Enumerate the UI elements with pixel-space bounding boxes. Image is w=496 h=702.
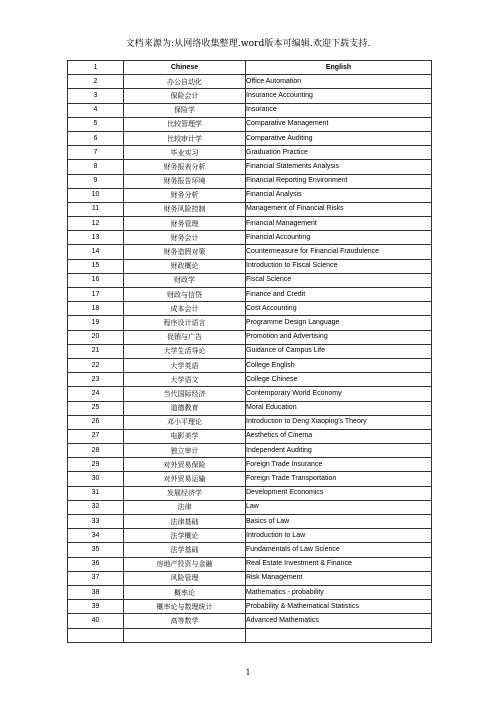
- course-chinese-name: 财务风险控制: [124, 202, 246, 216]
- course-english-name: Probability & Mathematical Statistics: [246, 600, 432, 614]
- course-english-name: Cost Accounting: [246, 302, 432, 316]
- course-table: [67, 60, 432, 643]
- table-row: [68, 585, 432, 599]
- table-row: [68, 174, 432, 188]
- row-number: 34: [68, 529, 124, 543]
- row-number: 3: [68, 89, 124, 103]
- row-number: 20: [68, 330, 124, 344]
- course-chinese-name: 当代国际经济: [124, 387, 246, 401]
- table-row: [68, 344, 432, 358]
- row-number: 5: [68, 117, 124, 131]
- table-row: [68, 75, 432, 89]
- row-number: 19: [68, 316, 124, 330]
- column-header-number: 1: [68, 61, 124, 75]
- row-number: 26: [68, 415, 124, 429]
- row-number: 16: [68, 273, 124, 287]
- table-row: [68, 614, 432, 628]
- row-number: 18: [68, 302, 124, 316]
- course-english-name: Risk Management: [246, 571, 432, 585]
- table-row: [68, 188, 432, 202]
- row-number: 32: [68, 500, 124, 514]
- table-row: [68, 231, 432, 245]
- table-row: [68, 500, 432, 514]
- row-number: 23: [68, 373, 124, 387]
- course-english-name: Management of Financial Risks: [246, 202, 432, 216]
- table-header-row: [68, 61, 432, 75]
- course-english-name: Basics of Law: [246, 515, 432, 529]
- course-english-name: Financial Accounting: [246, 231, 432, 245]
- course-english-name: Promotion and Advertising: [246, 330, 432, 344]
- course-english-name: Fundamentals of Law Science: [246, 543, 432, 557]
- course-english-name: Financial Statements Analysis: [246, 160, 432, 174]
- course-chinese-name: 对外贸易运输: [124, 472, 246, 486]
- course-english-name: Contemporary World Economy: [246, 387, 432, 401]
- row-number: 37: [68, 571, 124, 585]
- course-english-name: Comparative Auditing: [246, 131, 432, 145]
- course-english-name: Insurance Accounting: [246, 89, 432, 103]
- table-row: [68, 202, 432, 216]
- table-row: [68, 529, 432, 543]
- table-row: [68, 486, 432, 500]
- row-number: 31: [68, 486, 124, 500]
- column-header-chinese: Chinese: [124, 61, 246, 75]
- course-chinese-name: 法律: [124, 500, 246, 514]
- course-chinese-name: 风险管理: [124, 571, 246, 585]
- course-chinese-name: 程序设计语言: [124, 316, 246, 330]
- course-english-name: Foreign Trade Insurance: [246, 458, 432, 472]
- table-row: [68, 288, 432, 302]
- table-row: [68, 316, 432, 330]
- table-row: [68, 557, 432, 571]
- table-row: [68, 515, 432, 529]
- course-english-name: Law: [246, 500, 432, 514]
- row-number: 29: [68, 458, 124, 472]
- course-english-name: Development Economics: [246, 486, 432, 500]
- table-row: [68, 571, 432, 585]
- table-row: [68, 245, 432, 259]
- table-row: [68, 103, 432, 117]
- course-chinese-name: 保险学: [124, 103, 246, 117]
- row-number: 21: [68, 344, 124, 358]
- course-chinese-name: 道德教育: [124, 401, 246, 415]
- row-number: 12: [68, 217, 124, 231]
- course-chinese-name: 概率论与数理统计: [124, 600, 246, 614]
- table-row: [68, 600, 432, 614]
- course-chinese-name: 财务管理: [124, 217, 246, 231]
- course-english-name: Finance and Credit: [246, 288, 432, 302]
- table-row: [68, 628, 432, 642]
- course-english-name: Independent Auditing: [246, 444, 432, 458]
- course-chinese-name: 成本会计: [124, 302, 246, 316]
- course-english-name: [246, 628, 432, 642]
- course-english-name: College Chinese: [246, 373, 432, 387]
- course-chinese-name: 发展经济学: [124, 486, 246, 500]
- course-english-name: Financial Analysis: [246, 188, 432, 202]
- row-number: 7: [68, 146, 124, 160]
- page-number: 1: [245, 668, 251, 677]
- table-body: [68, 75, 432, 643]
- table-row: [68, 302, 432, 316]
- row-number: 6: [68, 131, 124, 145]
- course-english-name: Graduation Practice: [246, 146, 432, 160]
- table-row: [68, 330, 432, 344]
- course-chinese-name: 法律基础: [124, 515, 246, 529]
- course-chinese-name: 财务报告环境: [124, 174, 246, 188]
- table-row: [68, 358, 432, 372]
- row-number: 39: [68, 600, 124, 614]
- course-english-name: Mathematics - probability: [246, 585, 432, 599]
- table-row: [68, 373, 432, 387]
- course-english-name: Introduction to Deng Xiaoping's Theory: [246, 415, 432, 429]
- course-chinese-name: 邓小平理论: [124, 415, 246, 429]
- table-row: [68, 146, 432, 160]
- row-number: 35: [68, 543, 124, 557]
- course-english-name: Insurance: [246, 103, 432, 117]
- course-english-name: Financial Reporting Environment: [246, 174, 432, 188]
- course-chinese-name: 房地产投资与金融: [124, 557, 246, 571]
- table-row: [68, 117, 432, 131]
- table-row: [68, 160, 432, 174]
- course-chinese-name: 财政概论: [124, 259, 246, 273]
- row-number: 8: [68, 160, 124, 174]
- row-number: 28: [68, 444, 124, 458]
- course-english-name: Real Estate Investment & Finance: [246, 557, 432, 571]
- course-chinese-name: 财务造假对策: [124, 245, 246, 259]
- table-row: [68, 415, 432, 429]
- course-english-name: Introduction to Fiscal Science: [246, 259, 432, 273]
- course-english-name: Comparative Management: [246, 117, 432, 131]
- course-english-name: Moral Education: [246, 401, 432, 415]
- course-english-name: Introduction to Law: [246, 529, 432, 543]
- row-number: 33: [68, 515, 124, 529]
- course-chinese-name: 办公自动化: [124, 75, 246, 89]
- course-chinese-name: 大学生活导论: [124, 344, 246, 358]
- row-number: 9: [68, 174, 124, 188]
- row-number: 36: [68, 557, 124, 571]
- row-number: 24: [68, 387, 124, 401]
- course-chinese-name: 财务分析: [124, 188, 246, 202]
- table-row: [68, 89, 432, 103]
- course-chinese-name: 毕业实习: [124, 146, 246, 160]
- course-english-name: Countermeasure for Financial Fraudulence: [246, 245, 432, 259]
- course-chinese-name: 高等数学: [124, 614, 246, 628]
- table-row: [68, 429, 432, 443]
- row-number: 4: [68, 103, 124, 117]
- table-row: [68, 444, 432, 458]
- table-row: [68, 543, 432, 557]
- course-chinese-name: 大学英语: [124, 358, 246, 372]
- course-chinese-name: 财政学: [124, 273, 246, 287]
- row-number: 10: [68, 188, 124, 202]
- course-chinese-name: 独立审计: [124, 444, 246, 458]
- course-chinese-name: 电影美学: [124, 429, 246, 443]
- course-english-name: Office Automation: [246, 75, 432, 89]
- column-header-english: English: [246, 61, 432, 75]
- course-english-name: Financial Management: [246, 217, 432, 231]
- table-row: [68, 131, 432, 145]
- course-chinese-name: [124, 628, 246, 642]
- row-number: 27: [68, 429, 124, 443]
- course-chinese-name: 比较审计学: [124, 131, 246, 145]
- row-number: 25: [68, 401, 124, 415]
- course-chinese-name: 比较管理学: [124, 117, 246, 131]
- course-english-name: Fiscal Science: [246, 273, 432, 287]
- row-number: 17: [68, 288, 124, 302]
- row-number: 30: [68, 472, 124, 486]
- table-row: [68, 217, 432, 231]
- table-row: [68, 472, 432, 486]
- course-english-name: Aesthetics of Cinema: [246, 429, 432, 443]
- row-number: [68, 628, 124, 642]
- page-header: 文档来源为:从网络收集整理.word版本可编辑.欢迎下载支持.: [125, 39, 371, 49]
- table-row: [68, 387, 432, 401]
- row-number: 13: [68, 231, 124, 245]
- course-chinese-name: 促销与广告: [124, 330, 246, 344]
- row-number: 40: [68, 614, 124, 628]
- row-number: 2: [68, 75, 124, 89]
- course-english-name: Programme Design Language: [246, 316, 432, 330]
- row-number: 14: [68, 245, 124, 259]
- course-chinese-name: 财务会计: [124, 231, 246, 245]
- row-number: 11: [68, 202, 124, 216]
- course-english-name: Guidance of Campus Life: [246, 344, 432, 358]
- course-chinese-name: 财务报表分析: [124, 160, 246, 174]
- course-chinese-name: 大学语文: [124, 373, 246, 387]
- course-chinese-name: 法学概论: [124, 529, 246, 543]
- table-row: [68, 401, 432, 415]
- course-english-name: College English: [246, 358, 432, 372]
- table-row: [68, 259, 432, 273]
- course-chinese-name: 概率论: [124, 585, 246, 599]
- course-chinese-name: 保险会计: [124, 89, 246, 103]
- course-english-name: Foreign Trade Transportation: [246, 472, 432, 486]
- row-number: 15: [68, 259, 124, 273]
- course-english-name: Advanced Mathematics: [246, 614, 432, 628]
- table-row: [68, 458, 432, 472]
- table-row: [68, 273, 432, 287]
- course-chinese-name: 法学基础: [124, 543, 246, 557]
- row-number: 22: [68, 358, 124, 372]
- course-chinese-name: 财政与信贷: [124, 288, 246, 302]
- row-number: 38: [68, 585, 124, 599]
- course-chinese-name: 对外贸易保险: [124, 458, 246, 472]
